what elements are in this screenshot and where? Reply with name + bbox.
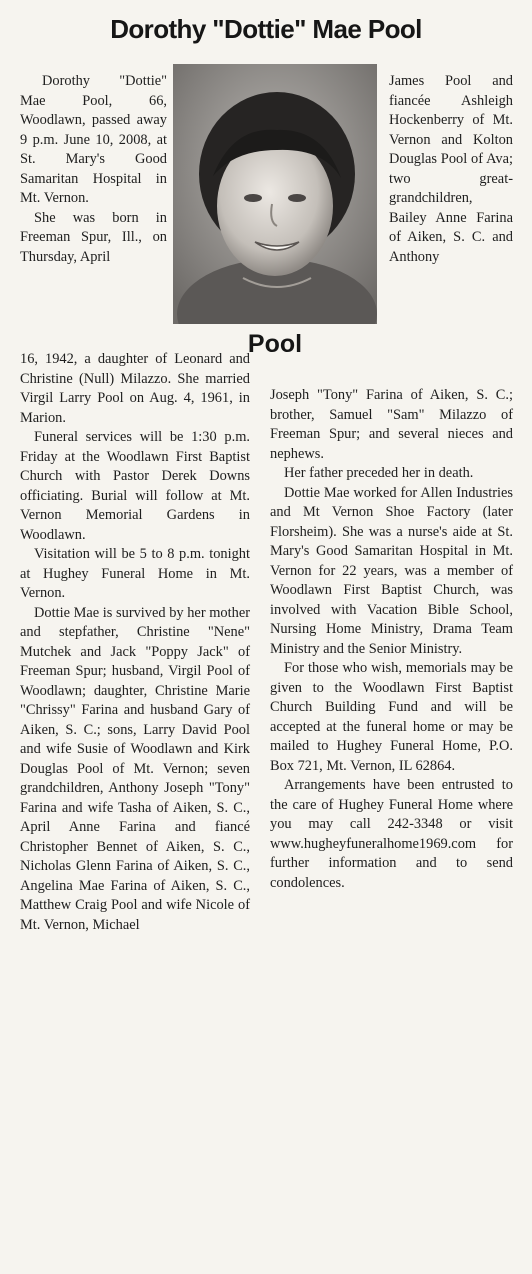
portrait-image (173, 64, 377, 324)
paragraph-survivors-middle: James Pool and fiancée Ashleigh Hockenberry of Mt. Vernon and Kolton Douglas Pool of Ava; two great-grandchildren, Bailey Anne Farina of Aiken, S. C. and Anthony (389, 73, 513, 265)
paragraph-preceded: Her father preceded her in death. (284, 465, 474, 481)
paragraph-funeral: Funeral services will be 1:30 p.m. Friday at the Woodlawn First Baptist Church with Pastor Derek Downs officiating. Burial will follow at Mt. Vernon Memorial Gardens in Woodlawn. (20, 429, 250, 543)
column-right (270, 386, 513, 893)
paragraph-visitation: Visitation will be 5 to 8 p.m. tonight at Hughey Funeral Home in Mt. Vernon. (20, 546, 250, 601)
paragraph-birth-start: She was born in Freeman Spur, Ill., on Thursday, April (20, 209, 167, 265)
obituary-headline: Dorothy "Dottie" Mae Pool (110, 14, 422, 44)
paragraph-birth-end: 16, 1942, a daughter of Leonard and Christine (Null) Milazzo. She married Virgil Larry Pool on Aug. 4, 1961, in Marion. (20, 351, 250, 426)
paragraph-arrangements: Arrangements have been entrusted to the care of Hughey Funeral Home where you may call 242-3348 or visit www.hugheyfuneralhome1969.com for further information and to send condolences. (270, 777, 513, 891)
paragraph-survivors-end: Joseph "Tony" Farina of Aiken, S. C.; brother, Samuel "Sam" Milazzo of Freeman Spur; and several nieces and nephews. (270, 387, 513, 462)
paragraph-survivors-start: Dottie Mae is survived by her mother and stepfather, Christine "Nene" Mutchek and Jack "Poppy Jack" of Freeman Spur; husband, Virgil Pool of Woodlawn; daughter, Christine Marie "Chrissy" Farina and husband Gary of Aiken, S. C.; sons, Larry David Pool and wife Susie of Woodlawn and Kirk Douglas Pool of Mt. Vernon; seven grandchildren, Anthony Joseph "Tony" Farina and wife Tasha of Aiken, S. C., April Anne Farina and fiancé Christopher Bennet of Aiken, S. C., Nicholas Glenn Farina of Aiken, S. C., Angelina Mae Farina of Aiken, S. C., Matthew Craig Pool and wife Nicole of Mt. Vernon, Michael (20, 604, 250, 933)
column-left (20, 350, 250, 935)
photo-caption: Pool (247, 330, 303, 358)
column-left-top (20, 72, 167, 267)
paragraph-work: Dottie Mae worked for Allen Industries and Mt Vernon Shoe Factory (later Florsheim). She was a nurse's aide at St. Mary's Good Samaritan Hospital in Mt. Vernon for 22 years, was a member of Woodlawn First Baptist Church, was involved with Vacation Bible School, Nursing Home Ministry, Drama Team Ministry and the Senior Ministry. (270, 484, 513, 657)
paragraph-intro: Dorothy "Dottie" Mae Pool, 66, Woodlawn, passed away 9 p.m. June 10, 2008, at St. Mary's Good Samaritan Hospital in Mt. Vernon. (20, 73, 167, 206)
portrait-photo (173, 64, 377, 324)
column-right-top (389, 72, 513, 267)
paragraph-memorials: For those who wish, memorials may be given to the Woodlawn First Baptist Church Building Fund and will be accepted at the funeral home or may be mailed to Hughey Funeral Home, P.O. Box 721, Mt. Vernon, IL 62864. (270, 660, 513, 774)
